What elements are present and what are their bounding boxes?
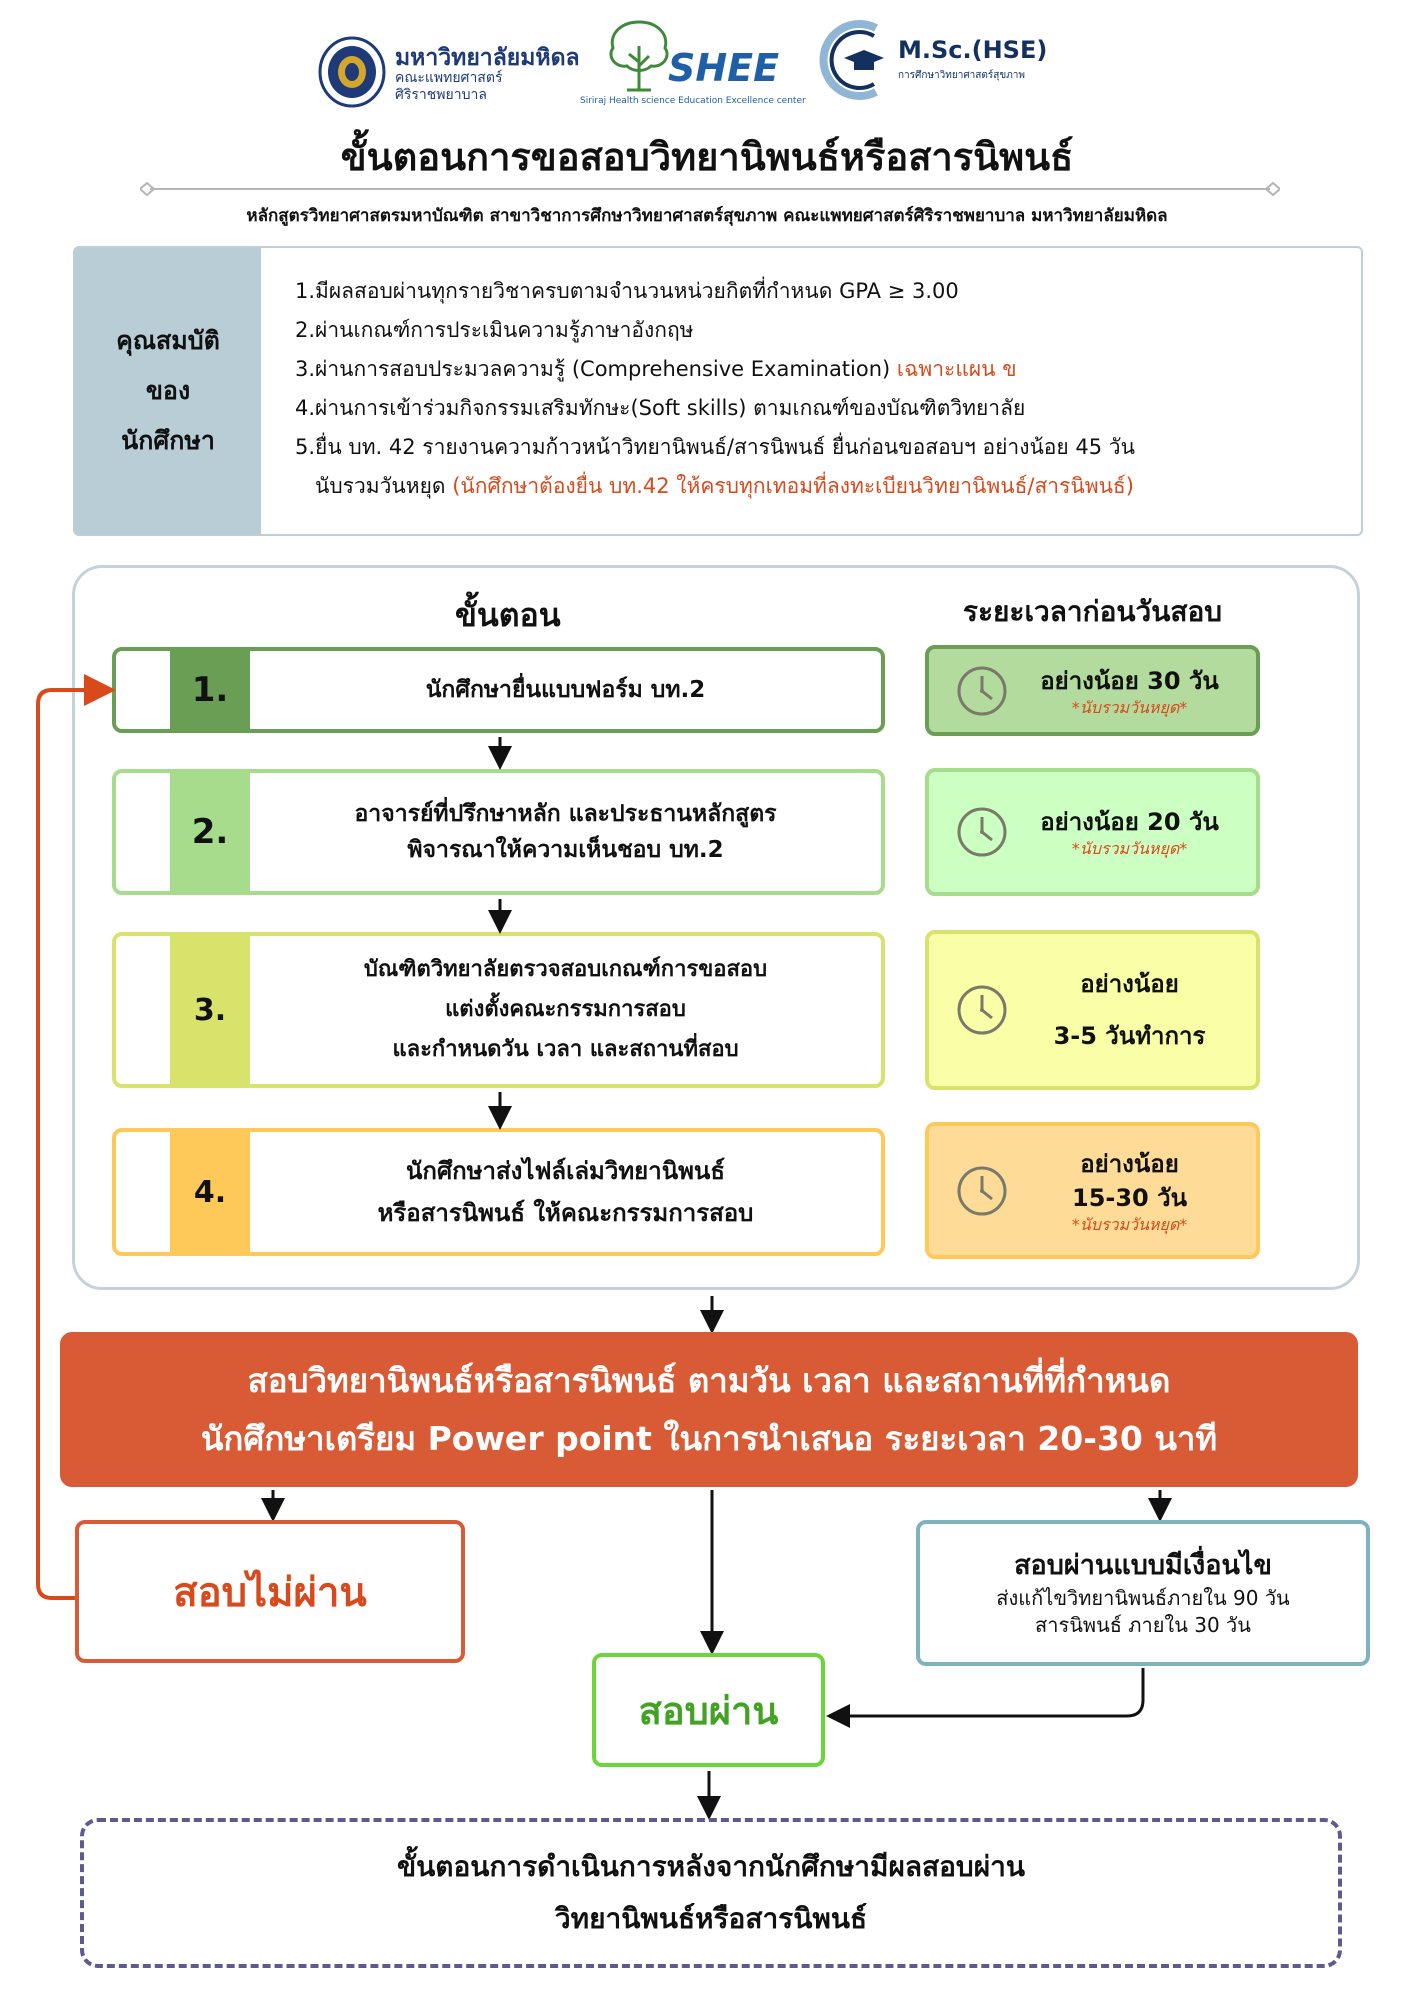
step-3-line3: และกำหนดวัน เวลา และสถานที่สอบ [392,1037,739,1062]
qualification-item-5-note: (นักศึกษาต้องยื่น บท.42 ให้ครบทุกเทอมที่ลงทะเบียนวิทยานิพนธ์/สารนิพนธ์) [452,474,1134,498]
step-4-number: 4. [170,1132,250,1252]
exam-line2: นักศึกษาเตรียม Power point ในการนำเสนอ ระยะเวลา 20-30 นาที [200,1418,1218,1458]
time-heading: ระยะเวลาก่อนวันสอบ [962,595,1223,628]
page-title: ขั้นตอนการขอสอบวิทยานิพนธ์หรือสารนิพนธ์ [340,135,1074,179]
msc-hse-text: M.Sc.(HSE) [898,36,1048,64]
post-pass-procedure-box [80,1818,1342,1968]
time-box-3-line1: อย่างน้อย [1080,970,1179,998]
step-4-line1: นักศึกษาส่งไฟล์เล่มวิทยานิพนธ์ [406,1157,725,1185]
shee-logo-text: SHEE [668,46,780,90]
step-2-line1: อาจารย์ที่ปรึกษาหลัก และประธานหลักสูตร [354,801,777,827]
step-2-line2: พิจารณาให้ความเห็นชอบ บท.2 [407,837,724,863]
conditional-pass-box [916,1520,1370,1666]
time-box-2-note: *นับรวมวันหยุด* [1071,839,1188,858]
step-3-line2: แต่งตั้งคณะกรรมการสอบ [445,997,686,1022]
conditional-pass-line2: สารนิพนธ์ ภายใน 30 วัน [1035,1613,1251,1637]
qualifications-label-line3: นักศึกษา [121,426,215,455]
qualifications-label-line1: คุณสมบัติ [116,326,220,355]
final-line1: ขั้นตอนการดำเนินการหลังจากนักศึกษามีผลสอบผ่าน [397,1850,1025,1883]
fail-box: สอบไม่ผ่าน [75,1520,465,1663]
time-box-1-note: *นับรวมวันหยุด* [1071,697,1188,717]
shee-logo-subtitle: Siriraj Health science Education Excellence center [580,96,806,106]
step-4-line2: หรือสารนิพนธ์ ให้คณะกรรมการสอบ [377,1199,754,1227]
time-box-3-line2: 3-5 วันทำการ [1053,1022,1206,1050]
qualification-item-5: 5.ยื่น บท. 42 รายงานความก้าวหน้าวิทยานิพนธ์/สารนิพนธ์ ยื่นก่อนขอสอบฯ อย่างน้อย 45 วัน [295,435,1135,459]
page-subtitle: หลักสูตรวิทยาศาสตรมหาบัณฑิต สาขาวิชาการศึกษาวิทยาศาสตร์สุขภาพ คณะแพทยศาสตร์ศิริราชพยาบาล มหาวิทยาลัยมหิดล [246,206,1168,226]
mahidol-name: มหาวิทยาลัยมหิดล [395,45,580,71]
mahidol-hospital: ศิริราชพยาบาล [395,87,487,103]
qualification-item-5-cont-text: นับรวมวันหยุด [315,474,446,498]
time-box-4-line1: อย่างน้อย [1080,1149,1179,1178]
qualifications-label-line2: ของ [145,376,191,405]
step-3-line1: บัณฑิตวิทยาลัยตรวจสอบเกณฑ์การขอสอบ [363,957,768,982]
conditional-pass-title: สอบผ่านแบบมีเงื่อนไข [1014,1550,1272,1581]
mahidol-faculty: คณะแพทยศาสตร์ [395,70,503,86]
exam-box [60,1332,1358,1487]
time-box-4-note: *นับรวมวันหยุด* [1071,1214,1188,1234]
final-line2: วิทยานิพนธ์หรือสารนิพนธ์ [554,1902,868,1935]
qualification-item-3-note: เฉพาะแผน ข [896,357,1017,381]
conditional-pass-line1: ส่งแก้ไขวิทยานิพนธ์ภายใน 90 วัน [996,1586,1290,1610]
step-1-line1: นักศึกษายื่นแบบฟอร์ม บท.2 [425,677,706,703]
qualification-item-2: 2.ผ่านเกณฑ์การประเมินความรู้ภาษาอังกฤษ [295,318,694,342]
step-1-number: 1. [170,651,250,729]
qualification-item-1: 1.มีผลสอบผ่านทุกรายวิชาครบตามจำนวนหน่วยกิตที่กำหนด GPA ≥ 3.00 [295,279,959,303]
pass-box: สอบผ่าน [592,1653,825,1767]
step-3-number: 3. [170,936,250,1084]
exam-line1: สอบวิทยานิพนธ์หรือสารนิพนธ์ ตามวัน เวลา และสถานที่ที่กำหนด [247,1360,1171,1400]
qualification-item-3-text: 3.ผ่านการสอบประมวลความรู้ (Comprehensive Examination) [295,357,891,381]
steps-heading: ขั้นตอน [455,596,561,634]
msc-hse-subtitle: การศึกษาวิทยาศาสตร์สุขภาพ [898,70,1026,81]
qualification-item-4: 4.ผ่านการเข้าร่วมกิจกรรมเสริมทักษะ(Soft skills) ตามเกณฑ์ของบัณฑิตวิทยาลัย [295,396,1026,420]
step-2-number: 2. [170,773,250,891]
time-box-4-line2: 15-30 วัน [1072,1183,1187,1212]
time-box-1-main: อย่างน้อย 30 วัน [1040,666,1219,695]
time-box-2-main: อย่างน้อย 20 วัน [1040,808,1219,836]
